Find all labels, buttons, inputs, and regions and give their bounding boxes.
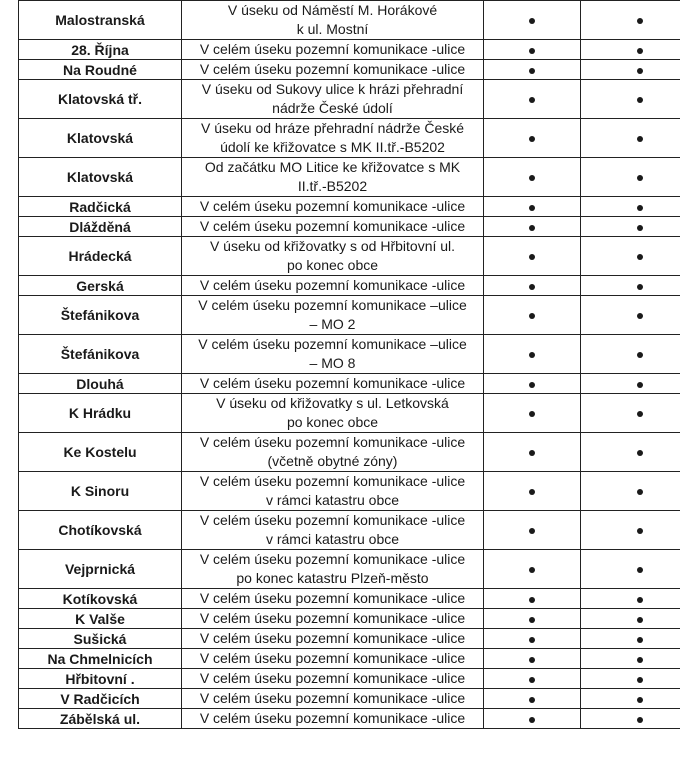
section-description-line: V celém úseku pozemní komunikace -ulice	[199, 473, 466, 489]
bullet-dot-icon	[637, 313, 643, 319]
section-description-cell	[182, 217, 484, 237]
section-description-line: V celém úseku pozemní komunikace -ulice	[199, 218, 466, 234]
table-row	[19, 550, 680, 589]
bullet-dot-icon	[637, 48, 643, 54]
street-name-cell: Na Chmelnicích	[19, 649, 182, 669]
section-description-cell	[182, 629, 484, 649]
mark-column-1-cell	[484, 689, 581, 709]
mark-column-1-cell	[484, 197, 581, 217]
section-description-cell	[182, 609, 484, 629]
bullet-dot-icon	[529, 382, 535, 388]
bullet-dot-icon	[637, 254, 643, 260]
table-row	[19, 669, 680, 689]
mark-column-2-cell	[581, 550, 680, 589]
section-description-cell	[182, 60, 484, 80]
street-name-cell: Sušická	[19, 629, 182, 649]
street-name-cell: 28. Října	[19, 40, 182, 60]
mark-column-1-cell	[484, 511, 581, 550]
bullet-dot-icon	[637, 205, 643, 211]
mark-column-1-cell	[484, 394, 581, 433]
street-name-cell: Kotíkovská	[19, 589, 182, 609]
table-row	[19, 433, 680, 472]
mark-column-1-cell	[484, 217, 581, 237]
bullet-dot-icon	[637, 597, 643, 603]
mark-column-1-cell	[484, 40, 581, 60]
street-name-cell: K Hrádku	[19, 394, 182, 433]
mark-column-1-cell	[484, 119, 581, 158]
street-table	[18, 0, 680, 729]
section-description-line: V celém úseku pozemní komunikace -ulice	[199, 630, 466, 646]
mark-column-2-cell	[581, 276, 680, 296]
table-row	[19, 649, 680, 669]
bullet-dot-icon	[637, 411, 643, 417]
mark-column-1-cell	[484, 629, 581, 649]
table-row	[19, 709, 680, 729]
table-row	[19, 237, 680, 276]
section-description-line: V celém úseku pozemní komunikace -ulice	[199, 41, 466, 57]
mark-column-2-cell	[581, 119, 680, 158]
mark-column-1-cell	[484, 709, 581, 729]
section-description-line: V úseku od křižovatky s ul. Letkovská	[216, 395, 449, 411]
mark-column-1-cell	[484, 374, 581, 394]
mark-column-2-cell	[581, 609, 680, 629]
mark-column-2-cell	[581, 217, 680, 237]
section-description-line: II.tř.-B5202	[297, 178, 368, 194]
section-description-line: V celém úseku pozemní komunikace –ulice	[198, 297, 467, 313]
bullet-dot-icon	[529, 284, 535, 290]
street-name-cell: V Radčicích	[19, 689, 182, 709]
section-description-line: V celém úseku pozemní komunikace -ulice	[199, 512, 466, 528]
street-name-cell: K Valše	[19, 609, 182, 629]
bullet-dot-icon	[529, 205, 535, 211]
section-description-cell	[182, 689, 484, 709]
mark-column-1-cell	[484, 237, 581, 276]
section-description-line: – MO 8	[309, 355, 356, 371]
bullet-dot-icon	[637, 175, 643, 181]
mark-column-1-cell	[484, 609, 581, 629]
section-description-cell	[182, 433, 484, 472]
mark-column-2-cell	[581, 237, 680, 276]
section-description-line: V celém úseku pozemní komunikace -ulice	[199, 610, 466, 626]
bullet-dot-icon	[529, 254, 535, 260]
mark-column-2-cell	[581, 433, 680, 472]
bullet-dot-icon	[637, 68, 643, 74]
table-row	[19, 609, 680, 629]
section-description-line: nádrže České údolí	[272, 100, 393, 116]
bullet-dot-icon	[529, 489, 535, 495]
mark-column-2-cell	[581, 689, 680, 709]
section-description-cell	[182, 472, 484, 511]
section-description-line: V celém úseku pozemní komunikace -ulice	[199, 61, 466, 77]
section-description-line: V celém úseku pozemní komunikace -ulice	[199, 590, 466, 606]
mark-column-2-cell	[581, 296, 680, 335]
mark-column-2-cell	[581, 709, 680, 729]
bullet-dot-icon	[529, 48, 535, 54]
section-description-cell	[182, 237, 484, 276]
section-description-line: V celém úseku pozemní komunikace –ulice	[198, 336, 467, 352]
street-name-cell: Klatovská tř.	[19, 80, 182, 119]
bullet-dot-icon	[529, 352, 535, 358]
bullet-dot-icon	[637, 18, 643, 24]
section-description-line: po konec obce	[286, 257, 379, 273]
section-description-cell	[182, 80, 484, 119]
table-row	[19, 1, 680, 40]
bullet-dot-icon	[529, 450, 535, 456]
bullet-dot-icon	[637, 637, 643, 643]
street-name-cell: Hřbitovní .	[19, 669, 182, 689]
bullet-dot-icon	[529, 68, 535, 74]
bullet-dot-icon	[637, 717, 643, 723]
table-row	[19, 197, 680, 217]
table-row	[19, 296, 680, 335]
bullet-dot-icon	[637, 617, 643, 623]
mark-column-2-cell	[581, 649, 680, 669]
bullet-dot-icon	[637, 382, 643, 388]
street-name-cell: Hrádecká	[19, 237, 182, 276]
street-name-cell: Gerská	[19, 276, 182, 296]
section-description-cell	[182, 296, 484, 335]
table-row	[19, 158, 680, 197]
section-description-cell	[182, 550, 484, 589]
section-description-line: údolí ke křižovatce s MK II.tř.-B5202	[220, 139, 445, 155]
section-description-line: V úseku od Náměstí M. Horákové	[227, 2, 438, 18]
table-row	[19, 394, 680, 433]
street-name-cell: K Sinoru	[19, 472, 182, 511]
mark-column-2-cell	[581, 335, 680, 374]
table-row	[19, 276, 680, 296]
mark-column-1-cell	[484, 669, 581, 689]
table-row	[19, 511, 680, 550]
section-description-line: V celém úseku pozemní komunikace -ulice	[199, 670, 466, 686]
mark-column-2-cell	[581, 511, 680, 550]
bullet-dot-icon	[529, 175, 535, 181]
section-description-line: V celém úseku pozemní komunikace -ulice	[199, 434, 466, 450]
section-description-cell	[182, 394, 484, 433]
table-row	[19, 335, 680, 374]
street-name-cell: Na Roudné	[19, 60, 182, 80]
street-name-cell: Dlouhá	[19, 374, 182, 394]
mark-column-1-cell	[484, 276, 581, 296]
street-name-cell: Klatovská	[19, 119, 182, 158]
mark-column-1-cell	[484, 649, 581, 669]
bullet-dot-icon	[529, 411, 535, 417]
street-name-cell: Štefánikova	[19, 296, 182, 335]
bullet-dot-icon	[637, 528, 643, 534]
bullet-dot-icon	[637, 489, 643, 495]
section-description-line: V celém úseku pozemní komunikace -ulice	[199, 277, 466, 293]
street-name-cell: Chotíkovská	[19, 511, 182, 550]
section-description-line: Od začátku MO Litice ke křižovatce s MK	[204, 159, 461, 175]
section-description-cell	[182, 709, 484, 729]
street-name-cell: Ke Kostelu	[19, 433, 182, 472]
section-description-cell	[182, 374, 484, 394]
mark-column-1-cell	[484, 60, 581, 80]
bullet-dot-icon	[637, 657, 643, 663]
street-name-cell: Dlážděná	[19, 217, 182, 237]
table-row	[19, 629, 680, 649]
bullet-dot-icon	[637, 225, 643, 231]
table-row	[19, 217, 680, 237]
bullet-dot-icon	[637, 567, 643, 573]
bullet-dot-icon	[637, 677, 643, 683]
mark-column-1-cell	[484, 80, 581, 119]
section-description-cell	[182, 669, 484, 689]
bullet-dot-icon	[529, 697, 535, 703]
bullet-dot-icon	[637, 450, 643, 456]
mark-column-2-cell	[581, 158, 680, 197]
bullet-dot-icon	[529, 677, 535, 683]
mark-column-2-cell	[581, 629, 680, 649]
mark-column-2-cell	[581, 60, 680, 80]
street-table-body	[19, 1, 680, 729]
mark-column-2-cell	[581, 40, 680, 60]
table-row	[19, 589, 680, 609]
bullet-dot-icon	[529, 97, 535, 103]
section-description-line: V úseku od křižovatky s od Hřbitovní ul.	[209, 238, 456, 254]
bullet-dot-icon	[637, 284, 643, 290]
document-sheet	[18, 0, 680, 762]
section-description-cell	[182, 158, 484, 197]
bullet-dot-icon	[529, 18, 535, 24]
table-row	[19, 80, 680, 119]
mark-column-1-cell	[484, 1, 581, 40]
mark-column-1-cell	[484, 433, 581, 472]
section-description-cell	[182, 335, 484, 374]
street-name-cell: Vejprnická	[19, 550, 182, 589]
table-row	[19, 689, 680, 709]
bullet-dot-icon	[637, 352, 643, 358]
section-description-cell	[182, 649, 484, 669]
mark-column-2-cell	[581, 669, 680, 689]
mark-column-1-cell	[484, 158, 581, 197]
street-name-cell: Zábělská ul.	[19, 709, 182, 729]
section-description-cell	[182, 197, 484, 217]
bullet-dot-icon	[529, 597, 535, 603]
table-row	[19, 472, 680, 511]
section-description-line: po konec katastru Plzeň-město	[236, 570, 429, 586]
mark-column-2-cell	[581, 394, 680, 433]
section-description-line: – MO 2	[309, 316, 356, 332]
section-description-line: V celém úseku pozemní komunikace -ulice	[199, 650, 466, 666]
section-description-cell	[182, 119, 484, 158]
bullet-dot-icon	[529, 657, 535, 663]
section-description-line: V celém úseku pozemní komunikace -ulice	[199, 551, 466, 567]
bullet-dot-icon	[529, 136, 535, 142]
bullet-dot-icon	[529, 567, 535, 573]
section-description-line: V celém úseku pozemní komunikace -ulice	[199, 690, 466, 706]
section-description-line: po konec obce	[286, 414, 379, 430]
bullet-dot-icon	[529, 225, 535, 231]
bullet-dot-icon	[637, 697, 643, 703]
street-name-cell: Štefánikova	[19, 335, 182, 374]
mark-column-1-cell	[484, 296, 581, 335]
mark-column-2-cell	[581, 80, 680, 119]
bullet-dot-icon	[529, 528, 535, 534]
section-description-line: V celém úseku pozemní komunikace -ulice	[199, 375, 466, 391]
mark-column-1-cell	[484, 472, 581, 511]
section-description-line: (včetně obytné zóny)	[267, 453, 398, 469]
mark-column-2-cell	[581, 374, 680, 394]
mark-column-1-cell	[484, 589, 581, 609]
bullet-dot-icon	[529, 717, 535, 723]
street-name-cell: Radčická	[19, 197, 182, 217]
section-description-line: k ul. Mostní	[296, 21, 369, 37]
bullet-dot-icon	[529, 313, 535, 319]
section-description-cell	[182, 589, 484, 609]
section-description-cell	[182, 40, 484, 60]
section-description-line: v rámci katastru obce	[265, 492, 400, 508]
bullet-dot-icon	[529, 617, 535, 623]
bullet-dot-icon	[637, 97, 643, 103]
mark-column-2-cell	[581, 589, 680, 609]
mark-column-2-cell	[581, 197, 680, 217]
table-row	[19, 40, 680, 60]
section-description-line: V celém úseku pozemní komunikace -ulice	[199, 198, 466, 214]
mark-column-2-cell	[581, 472, 680, 511]
table-row	[19, 374, 680, 394]
mark-column-1-cell	[484, 550, 581, 589]
bullet-dot-icon	[529, 637, 535, 643]
table-row	[19, 60, 680, 80]
section-description-line: v rámci katastru obce	[265, 531, 400, 547]
bullet-dot-icon	[637, 136, 643, 142]
street-name-cell: Malostranská	[19, 1, 182, 40]
mark-column-2-cell	[581, 1, 680, 40]
section-description-cell	[182, 1, 484, 40]
section-description-line: V úseku od hráze přehradní nádrže České	[200, 120, 465, 136]
street-name-cell: Klatovská	[19, 158, 182, 197]
section-description-line: V celém úseku pozemní komunikace -ulice	[199, 710, 466, 726]
table-row	[19, 119, 680, 158]
mark-column-1-cell	[484, 335, 581, 374]
section-description-line: V úseku od Sukovy ulice k hrázi přehradní	[201, 81, 464, 97]
section-description-cell	[182, 276, 484, 296]
section-description-cell	[182, 511, 484, 550]
